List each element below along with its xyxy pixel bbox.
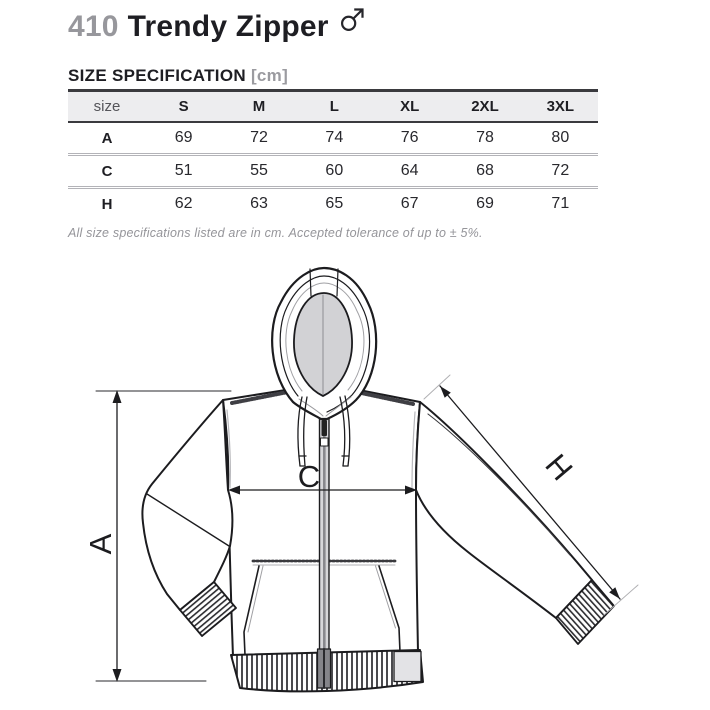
table-row bbox=[68, 122, 598, 155]
col-header-M: M bbox=[252, 98, 266, 115]
hem-right-patch bbox=[394, 652, 421, 682]
size-value-cell: 64 bbox=[400, 162, 419, 179]
table-row bbox=[68, 188, 598, 220]
dimension-label-H: H bbox=[538, 447, 580, 488]
product-name: Trendy Zipper bbox=[127, 10, 329, 43]
size-value-cell: 55 bbox=[250, 162, 268, 179]
col-header-2XL: 2XL bbox=[471, 98, 499, 115]
product-code: 410 bbox=[68, 10, 119, 43]
size-spec-sheet bbox=[0, 0, 710, 240]
col-header-XL: XL bbox=[400, 98, 420, 115]
section-title: SIZE SPECIFICATION bbox=[68, 66, 246, 85]
size-value-cell: 72 bbox=[551, 162, 570, 179]
size-value-cell: 69 bbox=[174, 129, 193, 146]
col-header-size: size bbox=[93, 98, 121, 115]
col-header-L: L bbox=[329, 98, 339, 115]
unit-label: [cm] bbox=[250, 66, 289, 85]
size-value-cell: 62 bbox=[174, 195, 193, 212]
right-sleeve bbox=[416, 402, 592, 618]
size-value-cell: 78 bbox=[476, 129, 494, 146]
left-sleeve bbox=[142, 400, 232, 610]
size-value-cell: 80 bbox=[551, 129, 570, 146]
size-value-cell: 60 bbox=[325, 162, 344, 179]
row-label: A bbox=[101, 129, 113, 147]
size-value-cell: 51 bbox=[174, 162, 193, 179]
zipper-pull bbox=[322, 420, 328, 436]
hoodie-sketch bbox=[142, 268, 614, 691]
size-table-head-row bbox=[68, 91, 598, 123]
col-header-3XL: 3XL bbox=[546, 98, 575, 115]
col-header-S: S bbox=[178, 98, 189, 115]
male-gender-icon bbox=[340, 6, 365, 40]
size-value-cell: 69 bbox=[476, 195, 494, 212]
size-value-cell: 71 bbox=[551, 195, 570, 212]
dimension-label-C: C bbox=[297, 459, 321, 494]
size-value-cell: 63 bbox=[250, 195, 268, 212]
size-table bbox=[68, 89, 598, 219]
row-label: C bbox=[101, 162, 113, 180]
hood bbox=[272, 268, 376, 419]
size-value-cell: 67 bbox=[400, 195, 419, 212]
page-title bbox=[68, 10, 710, 44]
dimension-label-A: A bbox=[83, 533, 118, 555]
size-value-cell: 76 bbox=[400, 129, 419, 146]
section-heading bbox=[68, 66, 710, 86]
size-table-body bbox=[68, 122, 598, 219]
table-row bbox=[68, 155, 598, 188]
size-value-cell: 68 bbox=[476, 162, 494, 179]
size-value-cell: 74 bbox=[325, 129, 344, 146]
tolerance-note: All size specifications listed are in cm. Accepted tolerance of up to ± 5%. bbox=[68, 226, 483, 240]
size-value-cell: 72 bbox=[250, 129, 268, 146]
row-label: H bbox=[101, 195, 113, 213]
size-value-cell: 65 bbox=[325, 195, 344, 212]
